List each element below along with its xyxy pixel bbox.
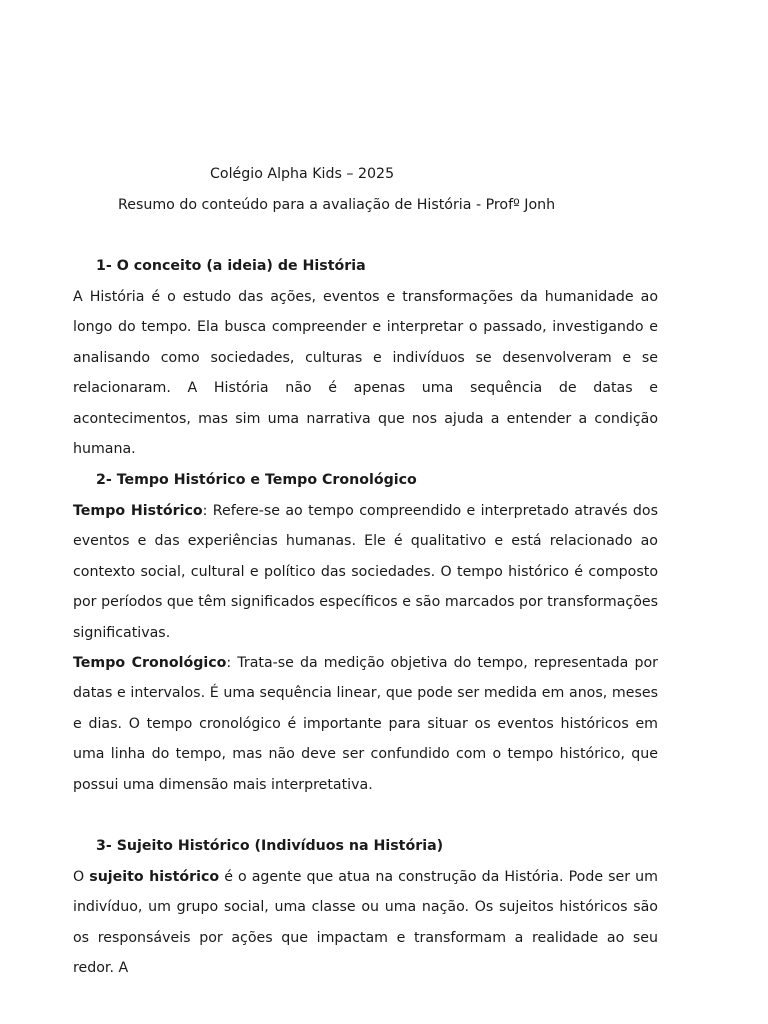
section-3-prefix: O: [73, 869, 90, 885]
section-1-text: A História é o estudo das ações, eventos e transformações da humanidade ao longo do tempo. Ela busca compreender e interpretar o passado, investigando e analisando como sociedades, culturas e indivíduos se desenvolveram e se relacionaram. A História não é apenas uma sequência de datas e acontecimentos, mas sim uma narrativa que nos ajuda a entender a condição humana.: [73, 289, 658, 458]
section-2-title: 2- Tempo Histórico e Tempo Cronológico: [96, 472, 417, 488]
tempo-cronologico-term: Tempo Cronológico: [73, 655, 227, 672]
tempo-cronologico-text: : Trata-se da medição objetiva do tempo, representada por datas e intervalos. É uma sequência linear, que pode ser medida em anos, meses e dias. O tempo cronológico é importante para situar os eventos históricos em uma linha do tempo, mas não deve ser confundido com o tempo histórico, que possui uma dimensão mais interpretativa.: [73, 655, 658, 793]
section-3-paragraph: [73, 862, 658, 984]
section-3-text: é o agente que atua na construção da História. Pode ser um indivíduo, um grupo social, uma classe ou uma nação. Os sujeitos históricos são os responsáveis por ações que impactam e transformam a realidade ao seu redor. A: [73, 869, 658, 977]
tempo-historico-text: : Refere-se ao tempo compreendido e interpretado através dos eventos e das experiências humanas. Ele é qualitativo e está relacionado ao contexto social, cultural e político das sociedades. O tempo histórico é composto por períodos que têm significados específicos e são marcados por transformações significativas.: [73, 503, 658, 641]
section-1-paragraph: [73, 282, 658, 464]
document-subtitle: Resumo do conteúdo para a avaliação de História - Profº Jonh: [118, 197, 556, 213]
section-2-paragraph: [73, 496, 658, 800]
tempo-historico-term: Tempo Histórico: [73, 503, 203, 519]
school-name: Colégio Alpha Kids – 2025: [210, 166, 395, 182]
section-1-title: 1- O conceito (a ideia) de História: [96, 258, 366, 274]
section-3-title: 3- Sujeito Histórico (Indivíduos na História): [96, 838, 444, 854]
sujeito-historico-term: sujeito histórico: [89, 869, 220, 885]
